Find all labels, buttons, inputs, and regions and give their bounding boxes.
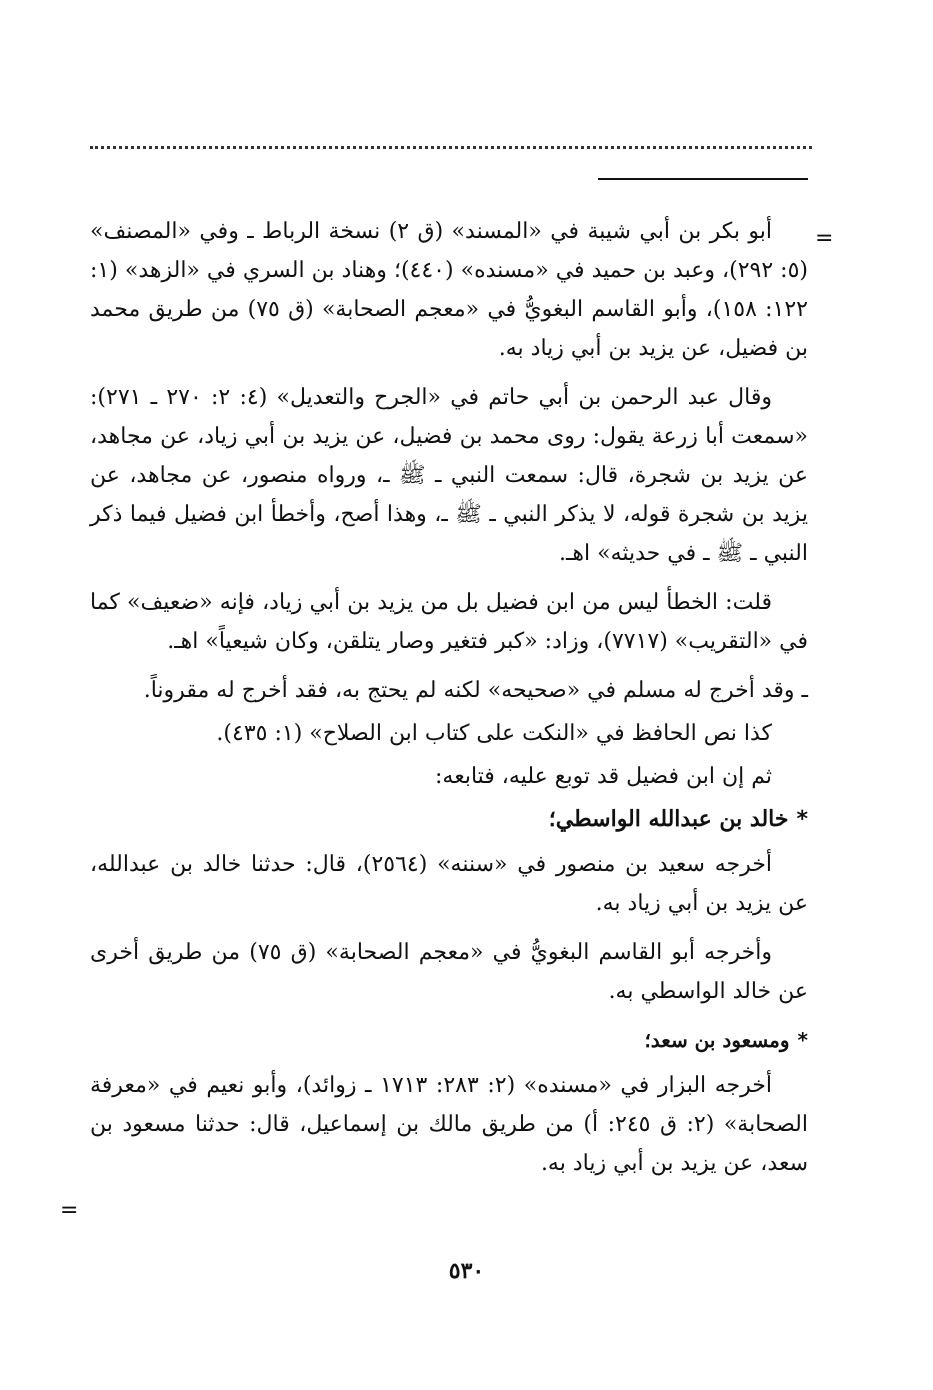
- star-bullet: *: [797, 1028, 808, 1052]
- paragraph-baghawi: وأخرجه أبو القاسم البغويُّ في «معجم الصحابة» (ق ٧٥) من طريق أخرى عن خالد الواسطي به.: [90, 940, 808, 1004]
- footnote-body: [90, 212, 808, 1193]
- footnote-rule: [598, 178, 808, 180]
- heading-masud-text: ومسعود بن سعد؛: [644, 1028, 790, 1052]
- paragraph-ibn-abi-hatim: وقال عبد الرحمن بن أبي حاتم في «الجرح والتعديل» (٤: ٢: ٢٧٠ ـ ٢٧١): «سمعت أبا زرعة يقول: روى محمد بن فضيل، عن يزيد بن أبي زياد، عن مجاهد، عن يزيد بن شجرة، قال: سمعت النبي ـ ﷺ ـ، ورواه منصور، عن مجاهد، عن يزيد بن شجرة قوله، لا يذكر النبي ـ ﷺ ـ، وهذا أصح، وأخطأ ابن فضيل فيما ذكر النبي ـ ﷺ ـ في حديثه» اهـ.: [90, 385, 808, 566]
- continuation-mark-bottom: =: [60, 1198, 79, 1223]
- paragraph-hafiz-note: كذا نص الحافظ في «النكت على كتاب ابن الصلاح» (١: ٤٣٥).: [216, 721, 772, 746]
- paragraph-bazzar: أخرجه البزار في «مسنده» (٢: ٢٨٣: ١٧١٣ ـ زوائد)، وأبو نعيم في «معرفة الصحابة» (٢: ق ٢٤٥: أ) من طريق مالك بن إسماعيل، قال: حدثنا مسعود بن سعد، عن يزيد بن أبي زياد به.: [90, 1073, 808, 1176]
- heading-masud: [90, 1021, 808, 1060]
- heading-khalid-text: خالد بن عبدالله الواسطي؛: [548, 806, 789, 832]
- star-bullet: *: [796, 807, 808, 832]
- page-number: ٥٣٠: [448, 1258, 485, 1284]
- paragraph-muslim-note: ـ وقد أخرج له مسلم في «صحيحه» لكنه لم يحتج به، فقد أخرج له مقروناً.: [143, 678, 808, 703]
- paragraph-said-bin-mansur: أخرجه سعيد بن منصور في «سننه» (٢٥٦٤)، قال: حدثنا خالد بن عبدالله، عن يزيد بن أبي زياد به.: [90, 852, 808, 916]
- paragraph-followed: ثم إن ابن فضيل قد توبع عليه، فتابعه:: [435, 764, 772, 789]
- dotted-separator: [90, 146, 812, 149]
- heading-khalid: [90, 800, 808, 839]
- continuation-mark-top: =: [815, 226, 834, 251]
- paragraph-sources: أبو بكر بن أبي شيبة في «المسند» (ق ٢) نسخة الرباط ـ وفي «المصنف» (٥: ٢٩٢)، وعبد بن حميد في «مسنده» (٤٤٠)؛ وهناد بن السري في «الزهد» (١: ١٢٢: ١٥٨)، وأبو القاسم البغويُّ في «معجم الصحابة» (ق ٧٥) من طريق محمد بن فضيل، عن يزيد بن أبي زياد به.: [90, 219, 809, 361]
- paragraph-comment: قلت: الخطأ ليس من ابن فضيل بل من يزيد بن أبي زياد، فإنه «ضعيف» كما في «التقريب» (٧٧١٧)، وزاد: «كبر فتغير وصار يتلقن، وكان شيعياً» اهـ.: [90, 590, 808, 654]
